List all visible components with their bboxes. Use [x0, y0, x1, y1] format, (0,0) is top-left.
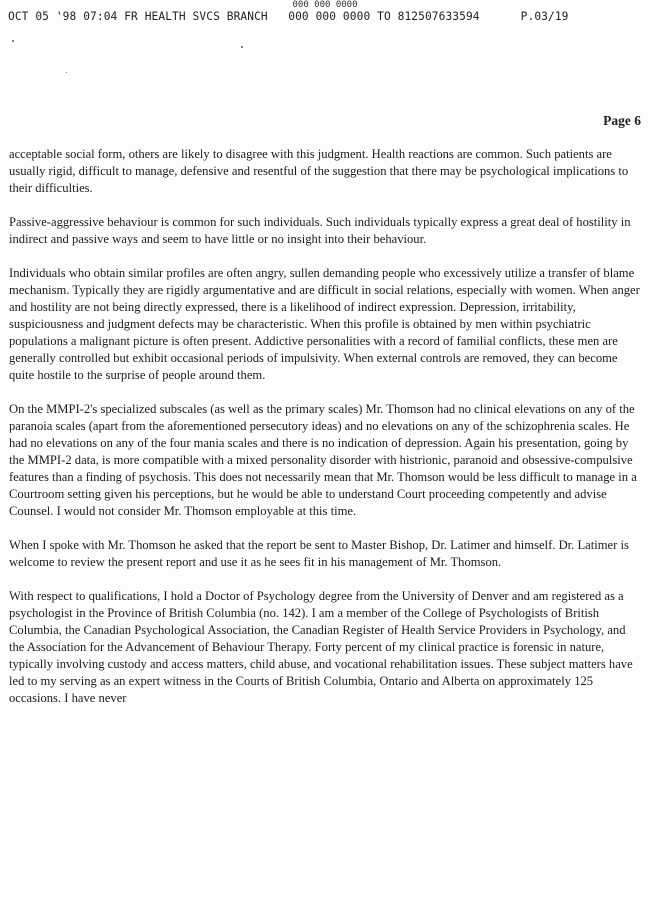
scan-speck: [66, 72, 67, 73]
scan-speck: [241, 46, 243, 48]
paragraph: Individuals who obtain similar profiles are often angry, sullen demanding people who excessively utilize a transfer of blame mechanism. Typically they are rigidly argumentative and are difficult in social relations, especially with women. When anger and hostility are not being directly expressed, there is a likelihood of indirect expression. Depression, irritability, suspiciousness and judgment defects may be characteristic. When this profile is obtained by men within psychiatric populations a malignant picture is often present. Addictive personalities with a record of familial conflicts, these men are generally controlled but exhibit occasional periods of impulsivity. When external controls are removed, they can become quite hostile to the surprise of people around them.: [9, 266, 640, 382]
paragraph: acceptable social form, others are likely to disagree with this judgment. Health reactions are common. Such patients are usually rigid, difficult to manage, defensive and resentful of the suggestion that there may be psychological implications to their difficulties.: [9, 147, 629, 195]
paragraph: With respect to qualifications, I hold a Doctor of Psychology degree from the University of Denver and am registered as a psychologist in the Province of British Columbia (no. 142). I am a member of the College of Psychologists of British Columbia, the Canadian Psychological Association, the Canadian Register of Health Service Providers in Psychology, and the Association for the Advancement of Behaviour Therapy. Forty percent of my clinical practice is forensic in nature, typically involving custody and access matters, child abuse, and vocational rehabilitation issues. These subject matters have led to my serving as an expert witness in the Courts of British Columbia, Ontario and Alberta on approximately 125 occasions. I have never: [9, 589, 633, 705]
document-body: [9, 146, 641, 707]
fax-header-line: OCT 05 '98 07:04 FR HEALTH SVCS BRANCH 000 000 0000 TO 812507633594 P.03/19: [8, 10, 569, 23]
scan-speck: [12, 40, 14, 42]
paragraph: Passive-aggressive behaviour is common for such individuals. Such individuals typically express a great deal of hostility in indirect and passive ways and seem to have little or no insight into their behaviour.: [9, 215, 631, 246]
paragraph: When I spoke with Mr. Thomson he asked that the report be sent to Master Bishop, Dr. Latimer and himself. Dr. Latimer is welcome to review the present report and use it as he sees fit in his management of Mr. Thomson.: [9, 538, 629, 569]
paragraph: On the MMPI-2's specialized subscales (as well as the primary scales) Mr. Thomson had no clinical elevations on any of the paranoia scales (apart from the aforementioned persecutory ideas) and no elevations on any of the schizophrenia scales. He had no elevations on any of the four mania scales and there is no indication of depression. Again his presentation, going by the MMPI-2 data, is more compatible with a mixed personality disorder with histrionic, paranoid and obsessive-compulsive features than a finding of psychosis. This does not necessarily mean that Mr. Thomson would be less difficult to manage in a Courtroom setting given his perceptions, but he would be able to understand Court proceeding competently and advise Counsel. I would not consider Mr. Thomson employable at this time.: [9, 402, 637, 518]
page-number: Page 6: [603, 113, 641, 128]
fax-top-code: 000 000 0000: [292, 0, 358, 10]
